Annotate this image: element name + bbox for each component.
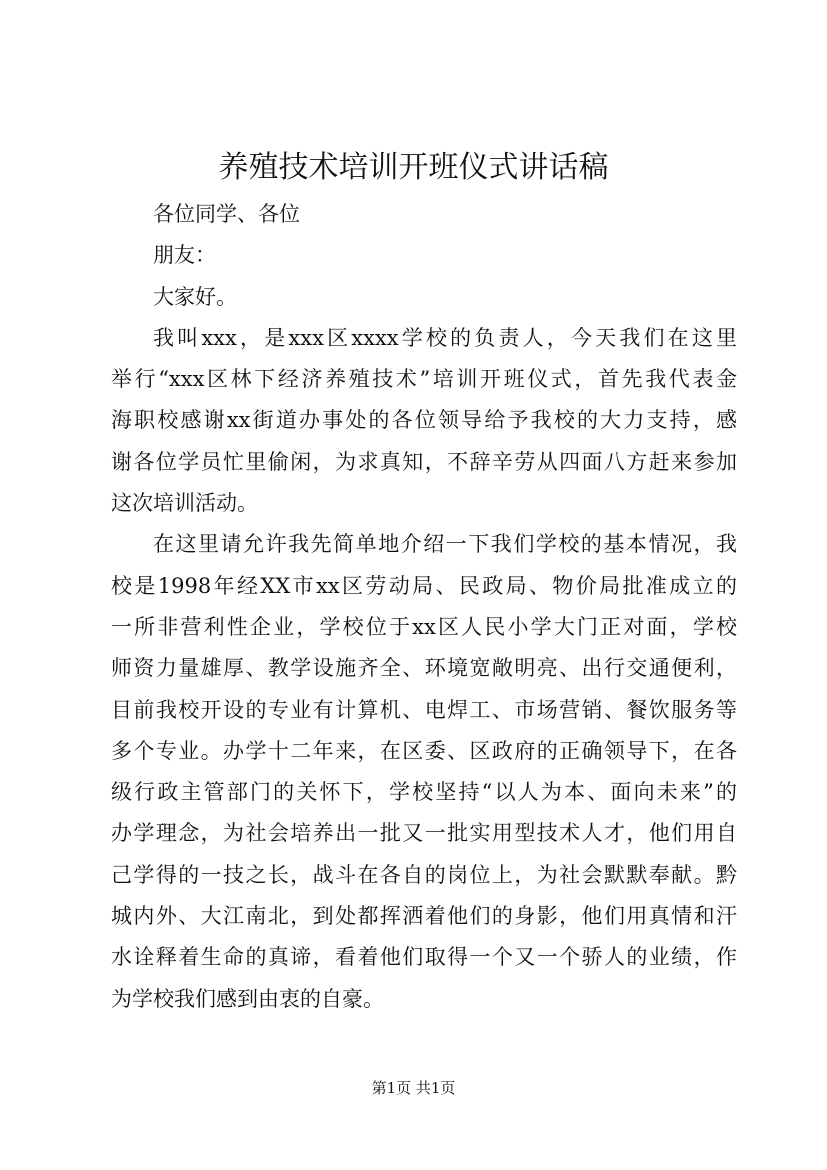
paragraph-1-line-3: 海职校感谢xx街道办事处的各位领导给予我校的大力支持，感	[111, 408, 737, 433]
paragraph-1-line-1: 我叫xxx，是xxx区xxxx学校的负责人，今天我们在这里	[153, 325, 737, 350]
greeting-line: 大家好。	[153, 284, 237, 309]
paragraph-2-line-1: 在这里请允许我先简单地介绍一下我们学校的基本情况，我	[153, 532, 737, 557]
paragraph-2-line-7: 级行政主管部门的关怀下，学校坚持“以人为本、面向未来”的	[111, 780, 737, 805]
page-title: 养殖技术培训开班仪式讲话稿	[218, 150, 609, 185]
paragraph-2-line-6: 多个专业。办学十二年来，在区委、区政府的正确领导下，在各	[111, 738, 737, 763]
paragraph-2-line-4: 师资力量雄厚、教学设施齐全、环境宽敞明亮、出行交通便利，	[111, 656, 737, 681]
paragraph-2-line-12: 为学校我们感到由衷的自豪。	[111, 986, 384, 1011]
paragraph-2-line-5: 目前我校开设的专业有计算机、电焊工、市场营销、餐饮服务等	[111, 697, 737, 722]
paragraph-2-line-11: 水诠释着生命的真谛，看着他们取得一个又一个骄人的业绩，作	[111, 945, 737, 970]
paragraph-2-line-10: 城内外、大江南北，到处都挥洒着他们的身影，他们用真情和汗	[111, 904, 737, 929]
paragraph-2-line-8: 办学理念，为社会培养出一批又一批实用型技术人才，他们用自	[111, 821, 737, 846]
paragraph-1-line-4: 谢各位学员忙里偷闲，为求真知，不辞辛劳从四面八方赶来参加	[111, 449, 737, 474]
paragraph-2-line-3: 一所非营利性企业，学校位于xx区人民小学大门正对面，学校	[111, 614, 737, 639]
document-body	[111, 194, 737, 1020]
paragraph-2-line-2: 校是1998年经XX市xx区劳动局、民政局、物价局批准成立的	[111, 573, 737, 598]
paragraph-2-line-9: 己学得的一技之长，战斗在各自的岗位上，为社会默默奉献。黔	[111, 862, 737, 887]
paragraph-1-line-2: 举行“xxx区林下经济养殖技术”培训开班仪式，首先我代表金	[111, 367, 737, 392]
salutation-line-1: 各位同学、各位	[153, 202, 300, 226]
paragraph-1-line-5: 这次培训活动。	[111, 491, 258, 516]
page-footer: 第1页 共1页	[371, 1079, 456, 1097]
salutation-line-2: 朋友：	[153, 243, 216, 268]
